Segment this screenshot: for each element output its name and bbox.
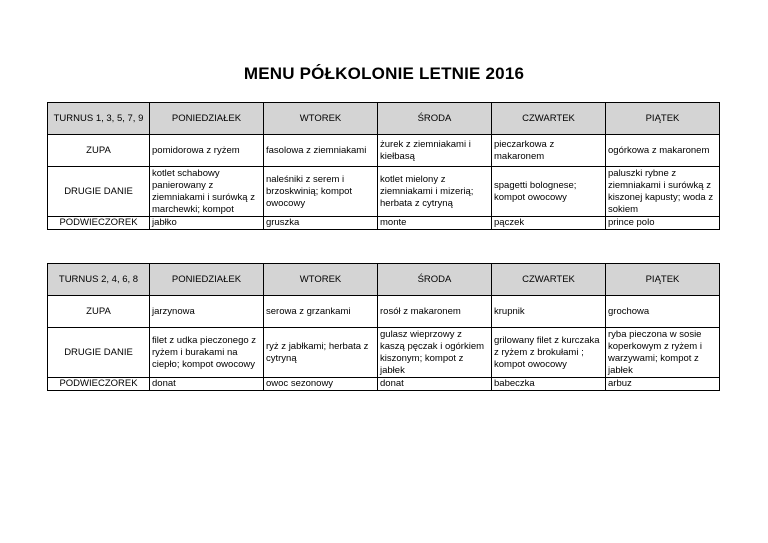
header-piatek: PIĄTEK <box>606 103 720 135</box>
menu-cell: ogórkowa z makaronem <box>606 135 720 167</box>
table-row <box>48 296 720 328</box>
menu-cell: pomidorowa z ryżem <box>150 135 264 167</box>
header-turnus: TURNUS 2, 4, 6, 8 <box>48 264 150 296</box>
table-header-row <box>48 264 720 296</box>
menu-cell: paluszki rybne z ziemniakami i surówką z kiszonej kapusty; woda z sokiem <box>606 167 720 217</box>
menu-cell: krupnik <box>492 296 606 328</box>
table-row <box>48 135 720 167</box>
header-sroda: ŚRODA <box>378 103 492 135</box>
row-label-drugie-danie: DRUGIE DANIE <box>48 167 150 217</box>
table-row <box>48 328 720 378</box>
row-label-drugie-danie: DRUGIE DANIE <box>48 328 150 378</box>
menu-cell: serowa z grzankami <box>264 296 378 328</box>
table-row <box>48 217 720 230</box>
menu-cell: donat <box>378 378 492 391</box>
menu-cell: ryż z jabłkami; herbata z cytryną <box>264 328 378 378</box>
menu-cell: jarzynowa <box>150 296 264 328</box>
menu-cell: donat <box>150 378 264 391</box>
menu-cell: prince polo <box>606 217 720 230</box>
menu-cell: grochowa <box>606 296 720 328</box>
menu-cell: pieczarkowa z makaronem <box>492 135 606 167</box>
menu-cell: kotlet schabowy panierowany z ziemniakami i surówką z marchewki; kompot <box>150 167 264 217</box>
menu-cell: monte <box>378 217 492 230</box>
header-poniedzialek: PONIEDZIAŁEK <box>150 264 264 296</box>
header-czwartek: CZWARTEK <box>492 103 606 135</box>
menu-cell: jabłko <box>150 217 264 230</box>
menu-cell: owoc sezonowy <box>264 378 378 391</box>
menu-cell: naleśniki z serem i brzoskwinią; kompot owocowy <box>264 167 378 217</box>
menu-cell: arbuz <box>606 378 720 391</box>
table-row <box>48 167 720 217</box>
menu-cell: żurek z ziemniakami i kiełbasą <box>378 135 492 167</box>
header-turnus: TURNUS 1, 3, 5, 7, 9 <box>48 103 150 135</box>
menu-cell: gruszka <box>264 217 378 230</box>
row-label-podwieczorek: PODWIECZOREK <box>48 217 150 230</box>
menu-cell: babeczka <box>492 378 606 391</box>
menu-cell: pączek <box>492 217 606 230</box>
header-czwartek: CZWARTEK <box>492 264 606 296</box>
header-wtorek: WTOREK <box>264 103 378 135</box>
menu-cell: filet z udka pieczonego z ryżem i burakami na ciepło; kompot owocowy <box>150 328 264 378</box>
menu-cell: ryba pieczona w sosie koperkowym z ryżem i warzywami; kompot z jabłek <box>606 328 720 378</box>
menu-table-turnus-1 <box>47 102 720 230</box>
menu-cell: grilowany filet z kurczaka z ryżem z brokułami ; kompot owocowy <box>492 328 606 378</box>
page-title: MENU PÓŁKOLONIE LETNIE 2016 <box>243 64 525 83</box>
menu-cell: rosół z makaronem <box>378 296 492 328</box>
menu-cell: kotlet mielony z ziemniakami i mizerią; herbata z cytryną <box>378 167 492 217</box>
header-piatek: PIĄTEK <box>606 264 720 296</box>
table-header-row <box>48 103 720 135</box>
row-label-podwieczorek: PODWIECZOREK <box>48 378 150 391</box>
row-label-zupa: ZUPA <box>48 296 150 328</box>
menu-cell: spagetti bolognese; kompot owocowy <box>492 167 606 217</box>
menu-table-turnus-2 <box>47 263 720 391</box>
menu-cell: gulasz wieprzowy z kaszą pęczak i ogórkiem kiszonym; kompot z jabłek <box>378 328 492 378</box>
table-row <box>48 378 720 391</box>
header-poniedzialek: PONIEDZIAŁEK <box>150 103 264 135</box>
menu-cell: fasolowa z ziemniakami <box>264 135 378 167</box>
row-label-zupa: ZUPA <box>48 135 150 167</box>
header-wtorek: WTOREK <box>264 264 378 296</box>
header-sroda: ŚRODA <box>378 264 492 296</box>
